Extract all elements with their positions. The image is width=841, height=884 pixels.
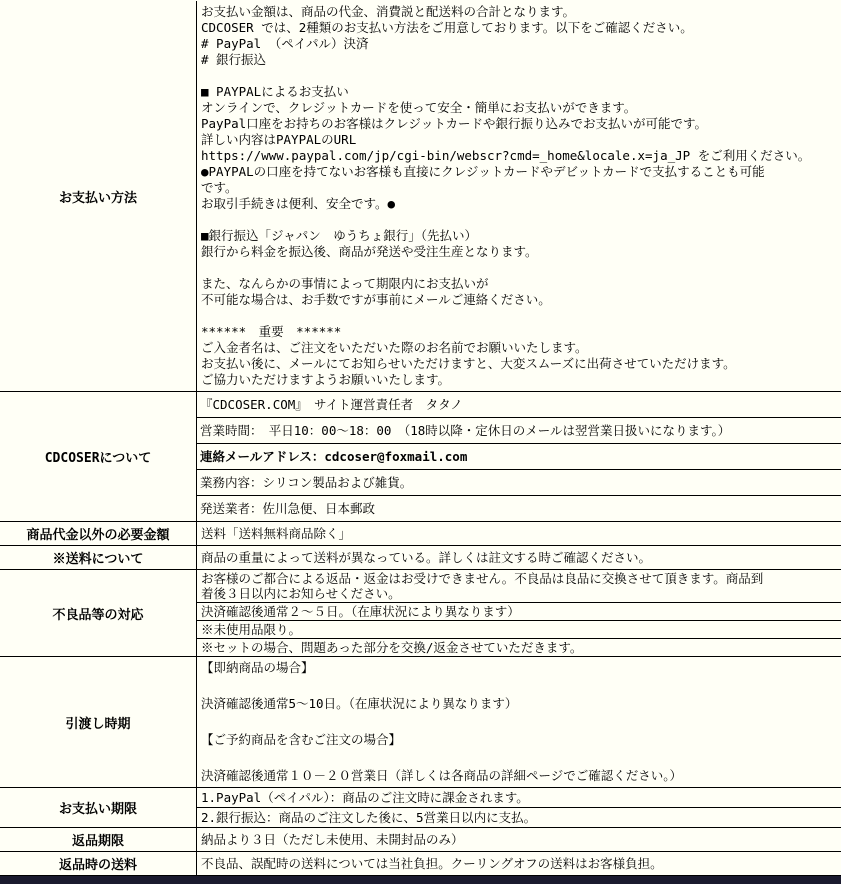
row-content-return-deadline <box>197 828 841 851</box>
row-content-payment-method <box>197 1 841 391</box>
sub-row <box>197 417 841 443</box>
row-content-extra-fees <box>197 522 841 545</box>
row-payment-deadline <box>0 787 841 827</box>
text-line <box>201 260 837 276</box>
text-line: 不良品、誤配時の送料については当社負担。クーリングオフの送料はお客様負担。 <box>201 856 663 871</box>
sub-row <box>197 807 841 827</box>
row-defective-items <box>0 569 841 656</box>
text-line: 営業時間： 平日10：00～18：00 （18時以降・定休日のメールは翌営業日扱いになります。） <box>200 423 731 438</box>
text-line: お取引手続きは便利、安全です。● <box>201 196 396 211</box>
sub-row <box>197 602 841 620</box>
text-line: また、なんらかの事情によって期限内にお支払いが <box>201 276 489 291</box>
text-line: 不可能な場合は、お手数ですが事前にメールご連絡ください。 <box>201 292 551 307</box>
row-payment-method <box>0 1 841 391</box>
row-extra-fees <box>0 521 841 545</box>
sub-row <box>197 443 841 469</box>
text-line: 【即納商品の場合】 <box>201 660 314 675</box>
text-line: ●PAYPALの口座を持てないお客様も直接にクレジットカードやデビットカードで支払することも可能 <box>201 164 765 179</box>
row-content-defective-items <box>197 570 841 656</box>
text-line: お支払い金額は、商品の代金、消費説と配送料の合計となります。 <box>201 4 576 19</box>
row-content-delivery-time <box>197 657 841 787</box>
text-line <box>201 212 837 228</box>
text-line: ※セットの場合、問題あった部分を交換/返金させていただきます。 <box>201 640 583 655</box>
text-line: 『CDCOSER.COM』 サイト運営責任者 タタノ <box>200 397 463 412</box>
row-label-return-shipping: 返品時の送料 <box>0 852 197 875</box>
text-line: # 銀行振込 <box>201 52 267 67</box>
text-line: 商品の重量によって送料が異なっている。詳しくは註文する時ご確認ください。 <box>201 550 652 565</box>
text-line <box>201 308 837 324</box>
sub-row <box>197 620 841 638</box>
row-label-about-cdcoser: CDCOSERについて <box>0 392 197 521</box>
text-line: お支払い後に、メールにてお知らせいただけますと、大変スムーズに出荷させていただけます。 <box>201 356 736 371</box>
text-line: お客様のご都合による返品・返金はお受けできません。不良品は良品に交換させて頂きます。商品到 <box>201 571 764 586</box>
row-label-payment-method: お支払い方法 <box>0 1 197 391</box>
sub-row <box>197 657 841 787</box>
text-line: ご入金者名は、ご注文をいただいた際のお名前でお願いいたします。 <box>201 340 588 355</box>
text-line: 連絡メールアドレス：cdcoser@foxmail.com <box>200 449 468 464</box>
text-line: 納品より３日（ただし未使用、未開封品のみ） <box>201 832 464 847</box>
text-line: 決済確認後通常１０－２０営業日（詳しくは各商品の詳細ページでご確認ください。） <box>201 768 683 783</box>
text-line: 着後３日以内にお知らせください。 <box>201 586 401 601</box>
text-line: 決済確認後通常２～５日。（在庫状況により異なります） <box>201 604 520 619</box>
text-line: です。 <box>201 180 238 195</box>
row-delivery-time <box>0 656 841 787</box>
sub-row <box>197 495 841 521</box>
text-line: ご協力いただけますようお願いいたします。 <box>201 372 451 387</box>
text-line: 発送業者：佐川急便、日本郵政 <box>200 501 376 516</box>
row-content-shipping-note <box>197 546 841 569</box>
text-line: 業務内容：シリコン製品および雑貨。 <box>200 475 413 490</box>
text-line: 銀行から料金を振込後、商品が発送や受注生産となります。 <box>201 244 538 259</box>
bottom-dark-bar <box>0 875 841 884</box>
text-line: ■銀行振込「ジャパン ゆうちょ銀行」（先払い） <box>201 228 478 243</box>
text-line <box>201 749 837 767</box>
text-line: ※未使用品限り。 <box>201 622 302 637</box>
sub-row <box>197 547 841 568</box>
text-line: ****** 重要 ****** <box>201 324 342 339</box>
row-content-return-shipping <box>197 852 841 875</box>
text-line: オンラインで、クレジットカードを使って安全・簡単にお支払いができます。 <box>201 100 637 115</box>
text-line: 2.銀行振込：商品のご注文した後に、5営業日以内に支払。 <box>201 810 537 825</box>
text-line: CDCOSER では、2種類のお支払い方法をご用意しております。以下をご確認ください。 <box>201 20 693 35</box>
row-label-defective-items: 不良品等の対応 <box>0 570 197 656</box>
sub-row <box>197 829 841 850</box>
row-return-shipping <box>0 851 841 875</box>
row-label-shipping-note: ※送料について <box>0 546 197 569</box>
sub-row <box>197 523 841 544</box>
sub-row <box>197 853 841 874</box>
row-label-return-deadline: 返品期限 <box>0 828 197 851</box>
text-line <box>201 677 837 695</box>
text-line: 1.PayPal（ペイパル）：商品のご注文時に課金されます。 <box>201 790 529 805</box>
text-line: 決済確認後通常5～10日。（在庫状況により異なります） <box>201 696 518 711</box>
sub-row <box>197 638 841 656</box>
row-label-extra-fees: 商品代金以外の必要金額 <box>0 522 197 545</box>
sub-row <box>197 469 841 495</box>
row-label-delivery-time: 引渡し時期 <box>0 657 197 787</box>
text-line: 【ご予約商品を含むご注文の場合】 <box>201 732 402 747</box>
sub-row <box>197 1 841 391</box>
text-line <box>201 68 837 84</box>
row-content-payment-deadline <box>197 788 841 827</box>
row-shipping-note <box>0 545 841 569</box>
row-label-payment-deadline: お支払い期限 <box>0 788 197 827</box>
text-line: PayPal口座をお持ちのお客様はクレジットカードや銀行振り込みでお支払いが可能です。 <box>201 116 707 131</box>
text-line: 送料「送料無料商品除く」 <box>201 526 352 541</box>
sub-row <box>197 570 841 602</box>
sub-row <box>197 788 841 807</box>
text-line: ■ PAYPALによるお支払い <box>201 84 349 99</box>
row-content-about-cdcoser <box>197 392 841 521</box>
text-line: https://www.paypal.com/jp/cgi-bin/webscr?cmd=_home&locale.x=ja_JP をご利用ください。 <box>201 148 811 163</box>
row-return-deadline <box>0 827 841 851</box>
sub-row <box>197 392 841 417</box>
text-line: 詳しい内容はPAYPALのURL <box>201 132 357 147</box>
text-line: # PayPal （ペイパル）決済 <box>201 36 369 51</box>
text-line <box>201 713 837 731</box>
row-about-cdcoser <box>0 391 841 521</box>
